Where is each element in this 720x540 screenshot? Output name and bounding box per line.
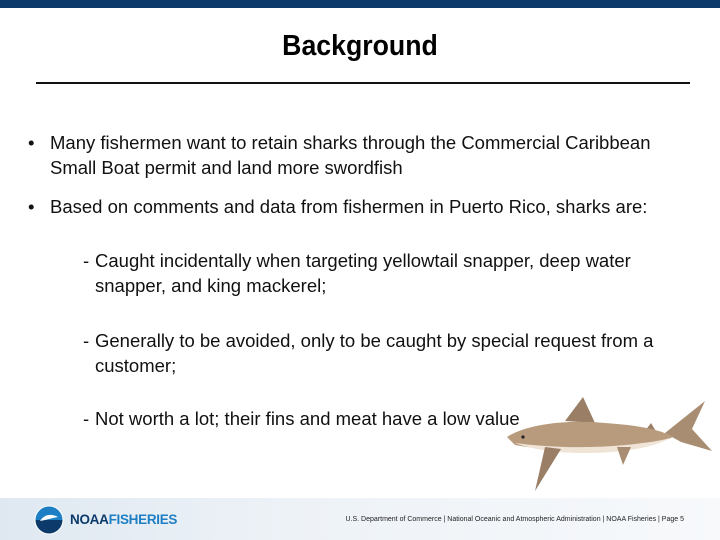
bullet-text: Based on comments and data from fishermen in Puerto Rico, sharks are: [50,196,648,217]
bullet-marker: • [28,132,35,153]
logo-fisheries-text: FISHERIES [108,512,178,527]
bullet-item [28,194,690,219]
title-divider [36,82,690,84]
sub-item-marker: - [83,330,90,351]
bullet-marker: • [28,196,35,217]
sub-item-text: Generally to be avoided, only to be caught by special request from a customer; [95,330,654,376]
sub-item [83,328,705,378]
top-accent-bar [0,0,720,8]
sub-item-marker: - [83,408,90,429]
bullet-text: Many fishermen want to retain sharks through the Commercial Caribbean Small Boat permit and land more swordfish [50,132,651,178]
noaa-logo-icon [34,505,64,535]
sub-item-text: Not worth a lot; their fins and meat have a low value [95,408,520,429]
logo-noaa-text: NOAA [70,512,109,527]
noaa-fisheries-wordmark [70,512,177,527]
sub-item-marker: - [83,250,90,271]
sub-item [83,248,705,298]
bullet-item [28,130,690,180]
sub-item-text: Caught incidentally when targeting yellowtail snapper, deep water snapper, and king mackerel; [95,250,631,296]
slide-title: Background [282,30,438,62]
shark-image [505,395,715,495]
footer-credit: U.S. Department of Commerce | National Oceanic and Atmospheric Administration | NOAA Fisheries | Page 5 [345,516,684,523]
